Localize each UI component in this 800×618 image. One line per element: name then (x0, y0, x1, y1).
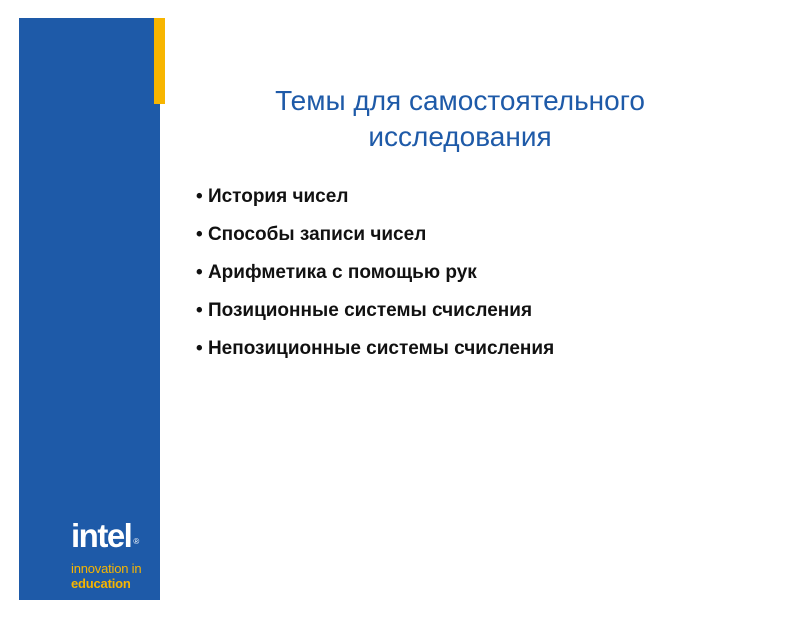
blue-sidebar (19, 18, 160, 600)
bullet-item: • История чисел (196, 186, 349, 207)
bullet-list (196, 178, 554, 368)
intel-logo (71, 518, 171, 591)
bullet-item: • Позиционные системы счисления (196, 300, 533, 321)
logo-wordmark: intel ® (71, 517, 138, 554)
logo-tagline-2: education (71, 576, 131, 591)
bullet-item: • Арифметика с помощью рук (196, 262, 477, 283)
yellow-accent-bar (154, 18, 165, 104)
bullet-item: • Непозиционные системы счисления (196, 338, 555, 359)
logo-tagline-1: innovation in (71, 561, 142, 576)
bullet-item: • Способы записи чисел (196, 224, 427, 245)
slide-title: Темы для самостоятельного исследования (275, 85, 645, 152)
